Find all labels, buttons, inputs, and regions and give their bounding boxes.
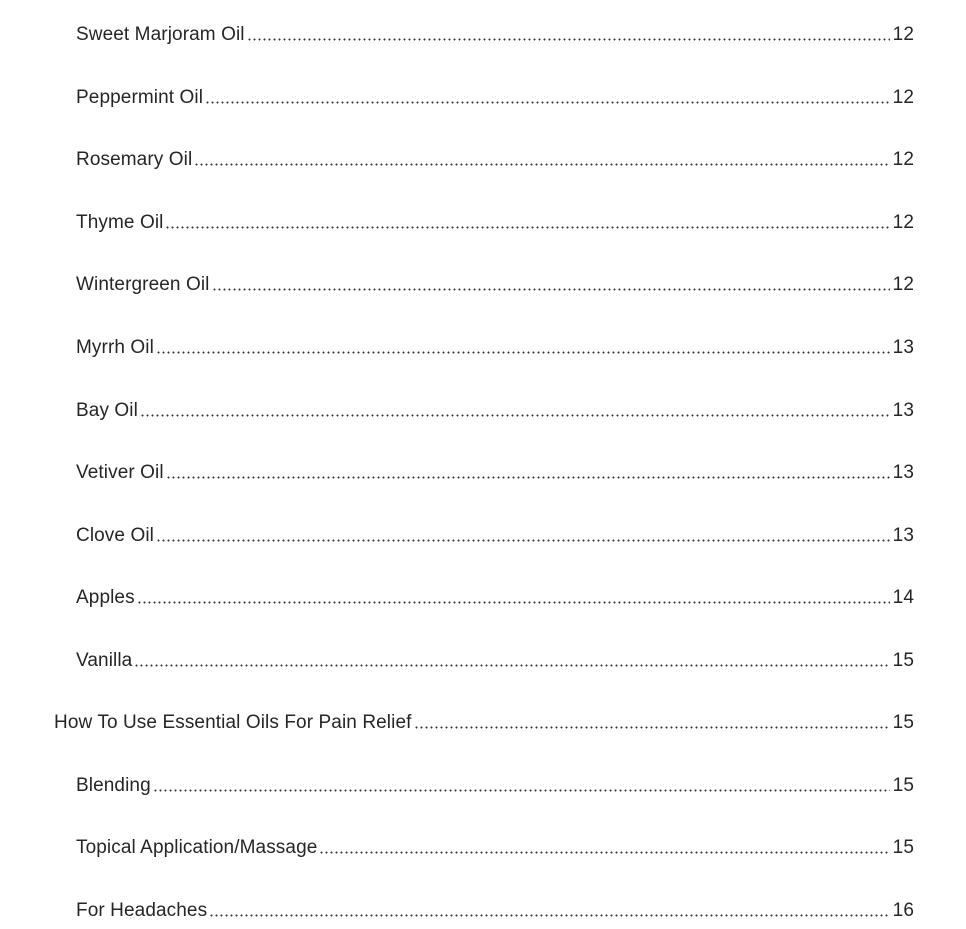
toc-entry-page: 13 [892, 337, 914, 358]
toc-entry[interactable] [76, 896, 914, 926]
toc-entry[interactable] [76, 646, 914, 676]
toc-dot-leader [140, 412, 890, 418]
toc-dot-leader [156, 349, 890, 355]
toc-entry-page: 15 [892, 775, 914, 796]
toc-entry[interactable] [76, 458, 914, 488]
toc-entry-title: Rosemary Oil [76, 149, 193, 170]
toc-entry-page: 12 [892, 24, 914, 45]
toc-entry-title: For Headaches [76, 900, 208, 921]
toc-entry-page: 12 [892, 87, 914, 108]
toc-entry[interactable] [76, 145, 914, 175]
toc-dot-leader [134, 662, 890, 668]
toc-dot-leader [194, 161, 890, 167]
toc-entry[interactable] [54, 708, 914, 738]
toc-dot-leader [414, 724, 891, 730]
toc-entry[interactable] [76, 270, 914, 300]
toc-dot-leader [165, 224, 890, 230]
toc-entry[interactable] [76, 20, 914, 50]
toc-entry-title: Vanilla [76, 650, 133, 671]
toc-dot-leader [153, 787, 890, 793]
toc-dot-leader [212, 286, 891, 292]
toc-entry-title: Clove Oil [76, 525, 154, 546]
toc-entry-page: 12 [892, 274, 914, 295]
toc-entry-page: 13 [892, 525, 914, 546]
toc-entry[interactable] [76, 521, 914, 551]
toc-dot-leader [319, 849, 890, 855]
toc-entry-title: Topical Application/Massage [76, 837, 318, 858]
toc-entry-title: Peppermint Oil [76, 87, 204, 108]
toc-entry[interactable] [76, 333, 914, 363]
toc-entry[interactable] [76, 396, 914, 426]
toc-entry-page: 13 [892, 400, 914, 421]
toc-entry-page: 14 [892, 587, 914, 608]
toc-entry-page: 12 [892, 149, 914, 170]
toc-entry-title: Thyme Oil [76, 212, 164, 233]
toc-entry-title: Wintergreen Oil [76, 274, 210, 295]
toc-entry[interactable] [76, 833, 914, 863]
toc-entry-page: 13 [892, 462, 914, 483]
toc-entry-title: Myrrh Oil [76, 337, 154, 358]
toc-entry-title: Blending [76, 775, 151, 796]
toc-entry-title: Vetiver Oil [76, 462, 164, 483]
toc-dot-leader [166, 474, 890, 480]
toc-dot-leader [247, 36, 890, 42]
toc-entry-title: Sweet Marjoram Oil [76, 24, 245, 45]
toc-dot-leader [209, 912, 890, 918]
toc-entry-page: 15 [892, 650, 914, 671]
toc-entry-title: Apples [76, 587, 135, 608]
toc-entry-title: Bay Oil [76, 400, 138, 421]
toc-entry-page: 15 [892, 712, 914, 733]
toc-entry-page: 12 [892, 212, 914, 233]
toc-entry[interactable] [76, 583, 914, 613]
toc-entry-page: 15 [892, 837, 914, 858]
toc-dot-leader [137, 599, 890, 605]
toc-entry-page: 16 [892, 900, 914, 921]
toc-dot-leader [156, 537, 890, 543]
toc-dot-leader [205, 99, 890, 105]
toc-entry-title: How To Use Essential Oils For Pain Relief [54, 712, 412, 733]
toc-entry[interactable] [76, 208, 914, 238]
toc-entry[interactable] [76, 83, 914, 113]
toc-entry[interactable] [76, 771, 914, 801]
